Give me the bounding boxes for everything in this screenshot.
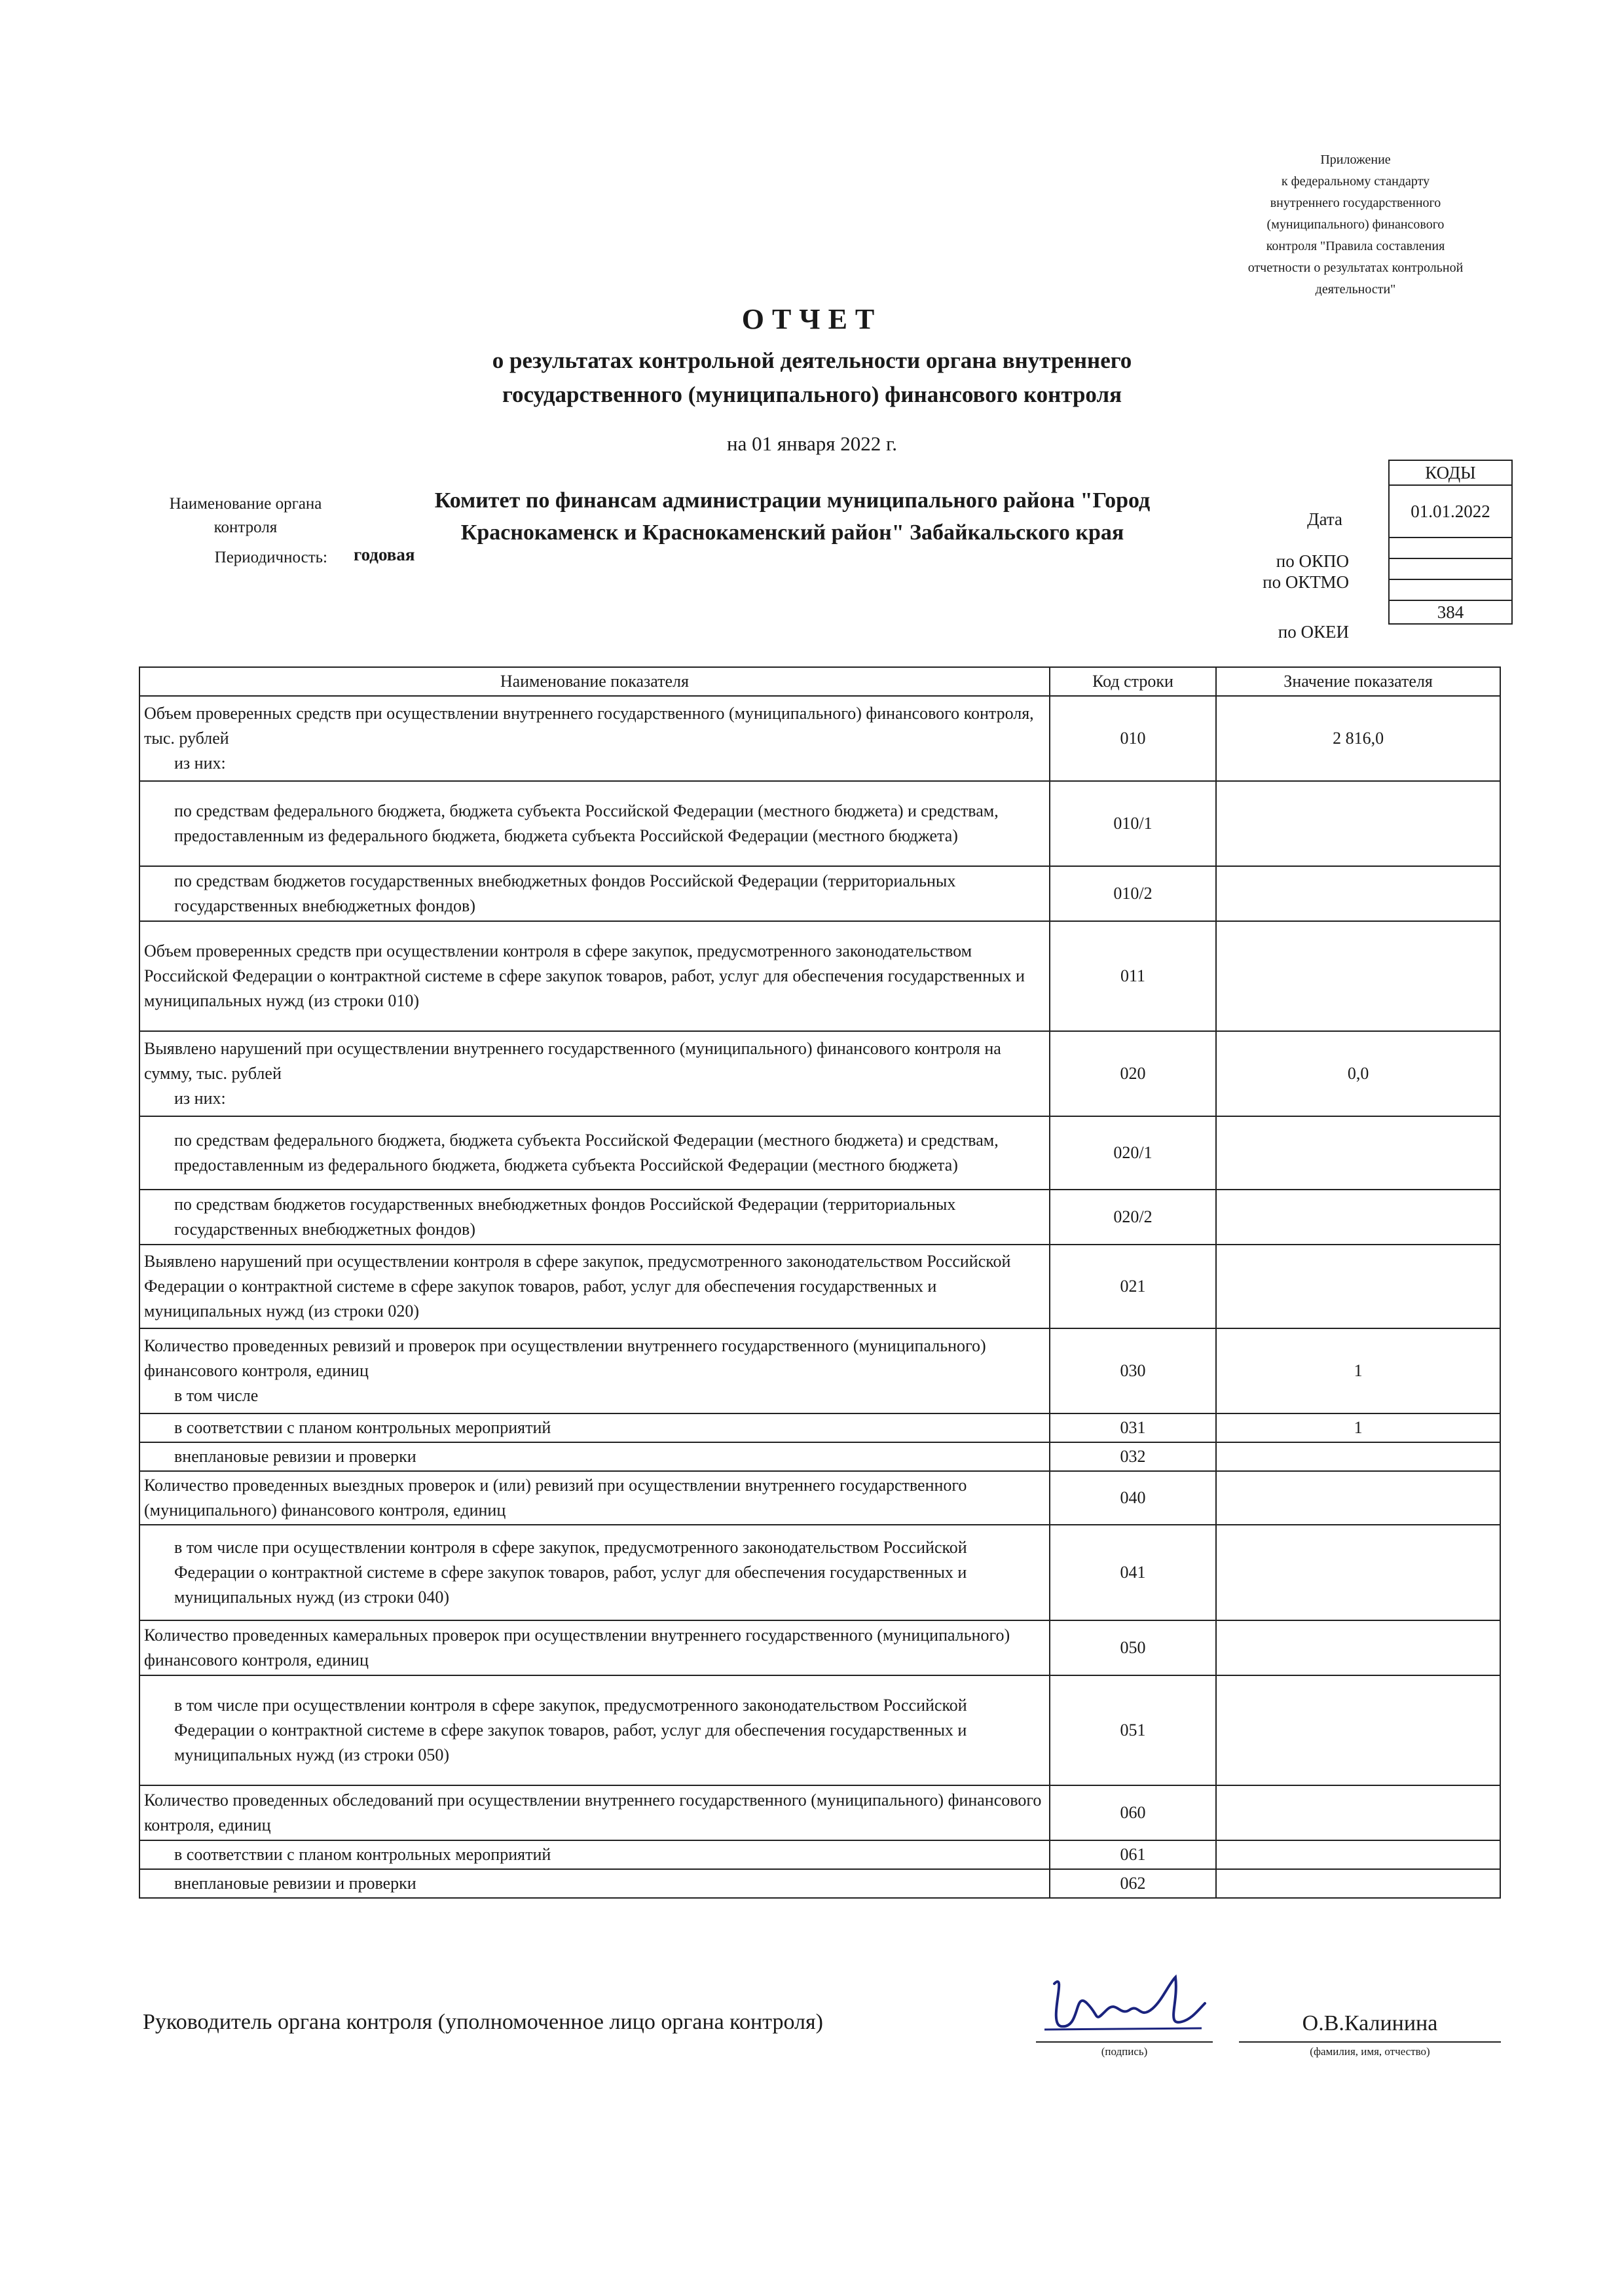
table-row bbox=[139, 1442, 1500, 1471]
appendix-note bbox=[1185, 149, 1526, 301]
table-row bbox=[139, 921, 1500, 1031]
row-value bbox=[1216, 1116, 1500, 1190]
row-subtitle: в том числе bbox=[174, 1386, 259, 1405]
subtitle-line: государственного (муниципального) финансового контроля bbox=[502, 382, 1122, 407]
table-row bbox=[139, 1620, 1500, 1675]
header-name: Наименование показателя bbox=[139, 667, 1050, 696]
row-name bbox=[139, 921, 1050, 1031]
appendix-line: (муниципального) финансового bbox=[1266, 217, 1445, 232]
row-name bbox=[139, 866, 1050, 921]
row-value: 1 bbox=[1216, 1328, 1500, 1413]
row-value bbox=[1216, 1442, 1500, 1471]
codes-heading: КОДЫ bbox=[1389, 460, 1512, 485]
table-row bbox=[139, 1785, 1500, 1840]
row-code: 030 bbox=[1050, 1328, 1216, 1413]
row-name bbox=[139, 1869, 1050, 1898]
row-value: 2 816,0 bbox=[1216, 696, 1500, 781]
row-name-text: по средствам федерального бюджета, бюджета субъекта Российской Федерации (местного бюджета) и средствам, предоставленным из федерального бюджета, бюджета субъекта Российской Федерации (местного бюджета) bbox=[174, 1131, 999, 1175]
appendix-line: отчетности о результатах контрольной bbox=[1247, 261, 1464, 275]
row-name-text: Количество проведенных обследований при осуществлении внутреннего государственного (муниципального) финансового контроля, единиц bbox=[144, 1791, 1042, 1834]
signer-caption: Руководитель органа контроля (уполномоченное лицо органа контроля) bbox=[143, 2010, 823, 2034]
table-row bbox=[139, 1471, 1500, 1525]
row-code: 010/2 bbox=[1050, 866, 1216, 921]
row-name-text: Количество проведенных ревизий и проверок при осуществлении внутреннего государственного (муниципального) финансового контроля, единиц bbox=[144, 1336, 986, 1380]
row-name bbox=[139, 1675, 1050, 1785]
row-value bbox=[1216, 1869, 1500, 1898]
row-value bbox=[1216, 1620, 1500, 1675]
row-name-text: в том числе при осуществлении контроля в сфере закупок, предусмотренного законодательством Российской Федерации о контрактной системе в сфере закупок товаров, работ, услуг для обеспечения государственных и муниципальных нужд (из строки 050) bbox=[174, 1696, 967, 1764]
handwritten-signature bbox=[1041, 1964, 1211, 2043]
subtitle-line: о результатах контрольной деятельности органа внутреннего bbox=[492, 348, 1132, 373]
row-name bbox=[139, 1442, 1050, 1471]
row-code: 011 bbox=[1050, 921, 1216, 1031]
org-name-line: Краснокаменск и Краснокаменский район" Забайкальского края bbox=[460, 520, 1124, 545]
table-row bbox=[139, 1413, 1500, 1442]
row-name-text: Выявлено нарушений при осуществлении внутреннего государственного (муниципального) финансового контроля на сумму, тыс. рублей bbox=[144, 1039, 1001, 1083]
org-label-line: контроля bbox=[213, 519, 278, 536]
table-row bbox=[139, 1116, 1500, 1190]
row-code: 031 bbox=[1050, 1413, 1216, 1442]
codes-okpo-label: по ОКПО bbox=[1276, 551, 1349, 571]
row-subtitle: из них: bbox=[174, 1089, 226, 1108]
row-value bbox=[1216, 781, 1500, 866]
row-name-text: внеплановые ревизии и проверки bbox=[174, 1447, 416, 1466]
appendix-line: к федеральному стандарту bbox=[1281, 174, 1430, 189]
indicators-table bbox=[139, 666, 1501, 1899]
table-row bbox=[139, 696, 1500, 781]
codes-okei-value: 384 bbox=[1389, 600, 1512, 624]
row-value bbox=[1216, 1190, 1500, 1245]
row-name bbox=[139, 1245, 1050, 1328]
row-value: 0,0 bbox=[1216, 1031, 1500, 1116]
row-value bbox=[1216, 1785, 1500, 1840]
appendix-line: контроля "Правила составления bbox=[1266, 239, 1445, 253]
header-value: Значение показателя bbox=[1216, 667, 1500, 696]
row-name-text: Объем проверенных средств при осуществлении внутреннего государственного (муниципального) финансового контроля, тыс. рублей bbox=[144, 704, 1034, 748]
table-row bbox=[139, 1190, 1500, 1245]
row-name-text: в соответствии с планом контрольных мероприятий bbox=[174, 1845, 551, 1864]
row-value bbox=[1216, 921, 1500, 1031]
table-row bbox=[139, 781, 1500, 866]
row-value bbox=[1216, 1471, 1500, 1525]
table-row bbox=[139, 866, 1500, 921]
row-code: 060 bbox=[1050, 1785, 1216, 1840]
signer-name: О.В.Калинина bbox=[1302, 2011, 1438, 2035]
row-code: 061 bbox=[1050, 1840, 1216, 1869]
name-hint: (фамилия, имя, отчество) bbox=[1310, 2045, 1430, 2058]
row-name-text: по средствам федерального бюджета, бюджета субъекта Российской Федерации (местного бюджета) и средствам, предоставленным из федерального бюджета, бюджета субъекта Российской Федерации (местного бюджета) bbox=[174, 801, 999, 845]
row-value bbox=[1216, 1245, 1500, 1328]
row-code: 050 bbox=[1050, 1620, 1216, 1675]
row-name bbox=[139, 1031, 1050, 1116]
table-row bbox=[139, 1031, 1500, 1116]
periodicity-value: годовая bbox=[354, 545, 415, 564]
appendix-line: деятельности" bbox=[1315, 282, 1396, 297]
name-line bbox=[1239, 2041, 1501, 2043]
row-code: 041 bbox=[1050, 1525, 1216, 1620]
row-name bbox=[139, 1413, 1050, 1442]
row-name bbox=[139, 1785, 1050, 1840]
row-code: 020/1 bbox=[1050, 1116, 1216, 1190]
org-name bbox=[367, 484, 1218, 549]
row-subtitle: из них: bbox=[174, 754, 226, 773]
table-row bbox=[139, 1525, 1500, 1620]
table-row bbox=[139, 1869, 1500, 1898]
document-title: ОТЧЕТ bbox=[741, 303, 883, 335]
row-name bbox=[139, 696, 1050, 781]
appendix-line: внутреннего государственного bbox=[1270, 196, 1441, 210]
row-name-text: по средствам бюджетов государственных внебюджетных фондов Российской Федерации (территориальных государственных внебюджетных фондов) bbox=[174, 1195, 956, 1239]
codes-oktmo-value bbox=[1389, 558, 1512, 579]
row-value bbox=[1216, 1525, 1500, 1620]
row-name-text: по средствам бюджетов государственных внебюджетных фондов Российской Федерации (территориальных государственных внебюджетных фондов) bbox=[174, 871, 956, 915]
row-name bbox=[139, 1116, 1050, 1190]
row-name-text: Объем проверенных средств при осуществлении контроля в сфере закупок, предусмотренного законодательством Российской Федерации о контрактной системе в сфере закупок товаров, работ, услуг для обеспечения государственных и муниципальных нужд (из строки 010) bbox=[144, 941, 1025, 1010]
row-value bbox=[1216, 866, 1500, 921]
codes-okpo-value bbox=[1389, 538, 1512, 558]
row-value: 1 bbox=[1216, 1413, 1500, 1442]
row-name bbox=[139, 1190, 1050, 1245]
signature-hint: (подпись) bbox=[1101, 2045, 1148, 2058]
codes-box bbox=[1388, 460, 1513, 625]
row-code: 051 bbox=[1050, 1675, 1216, 1785]
row-code: 010 bbox=[1050, 696, 1216, 781]
appendix-line: Приложение bbox=[1320, 153, 1391, 167]
row-value bbox=[1216, 1840, 1500, 1869]
org-label bbox=[138, 492, 354, 539]
row-value bbox=[1216, 1675, 1500, 1785]
table-row bbox=[139, 1328, 1500, 1413]
document-subtitle bbox=[0, 344, 1624, 412]
codes-okei-label: по ОКЕИ bbox=[1278, 622, 1349, 642]
row-name-text: в соответствии с планом контрольных мероприятий bbox=[174, 1418, 551, 1437]
row-code: 040 bbox=[1050, 1471, 1216, 1525]
row-code: 021 bbox=[1050, 1245, 1216, 1328]
row-code: 032 bbox=[1050, 1442, 1216, 1471]
row-name-text: Количество проведенных камеральных проверок при осуществлении внутреннего государственного (муниципального) финансового контроля, единиц bbox=[144, 1626, 1010, 1669]
row-code: 010/1 bbox=[1050, 781, 1216, 866]
codes-date-label: Дата bbox=[1307, 509, 1342, 529]
codes-date-value: 01.01.2022 bbox=[1389, 485, 1512, 538]
codes-empty-cell bbox=[1389, 579, 1512, 600]
row-name bbox=[139, 1471, 1050, 1525]
periodicity-label: Периодичность: bbox=[214, 549, 327, 566]
row-name bbox=[139, 781, 1050, 866]
report-date: на 01 января 2022 г. bbox=[727, 432, 897, 455]
table-header-row bbox=[139, 667, 1500, 696]
row-name bbox=[139, 1328, 1050, 1413]
codes-oktmo-label: по ОКТМО bbox=[1263, 572, 1349, 592]
row-name-text: в том числе при осуществлении контроля в сфере закупок, предусмотренного законодательством Российской Федерации о контрактной системе в сфере закупок товаров, работ, услуг для обеспечения государственных и муниципальных нужд (из строки 040) bbox=[174, 1538, 967, 1607]
header-code: Код строки bbox=[1050, 667, 1216, 696]
table-row bbox=[139, 1675, 1500, 1785]
row-code: 062 bbox=[1050, 1869, 1216, 1898]
row-name bbox=[139, 1525, 1050, 1620]
row-code: 020/2 bbox=[1050, 1190, 1216, 1245]
row-name bbox=[139, 1620, 1050, 1675]
row-name-text: Количество проведенных выездных проверок и (или) ревизий при осуществлении внутреннего государственного (муниципального) финансового контроля, единиц bbox=[144, 1476, 967, 1520]
signature-line bbox=[1036, 2041, 1213, 2043]
row-name-text: Выявлено нарушений при осуществлении контроля в сфере закупок, предусмотренного законодательством Российской Федерации о контрактной системе в сфере закупок товаров, работ, услуг для обеспечения государственных и муниципальных нужд (из строки 020) bbox=[144, 1252, 1011, 1321]
table-row bbox=[139, 1245, 1500, 1328]
org-name-line: Комитет по финансам администрации муниципального района "Город bbox=[434, 488, 1151, 513]
org-label-line: Наименование органа bbox=[169, 495, 322, 513]
row-name bbox=[139, 1840, 1050, 1869]
row-name-text: внеплановые ревизии и проверки bbox=[174, 1874, 416, 1893]
row-code: 020 bbox=[1050, 1031, 1216, 1116]
table-row bbox=[139, 1840, 1500, 1869]
